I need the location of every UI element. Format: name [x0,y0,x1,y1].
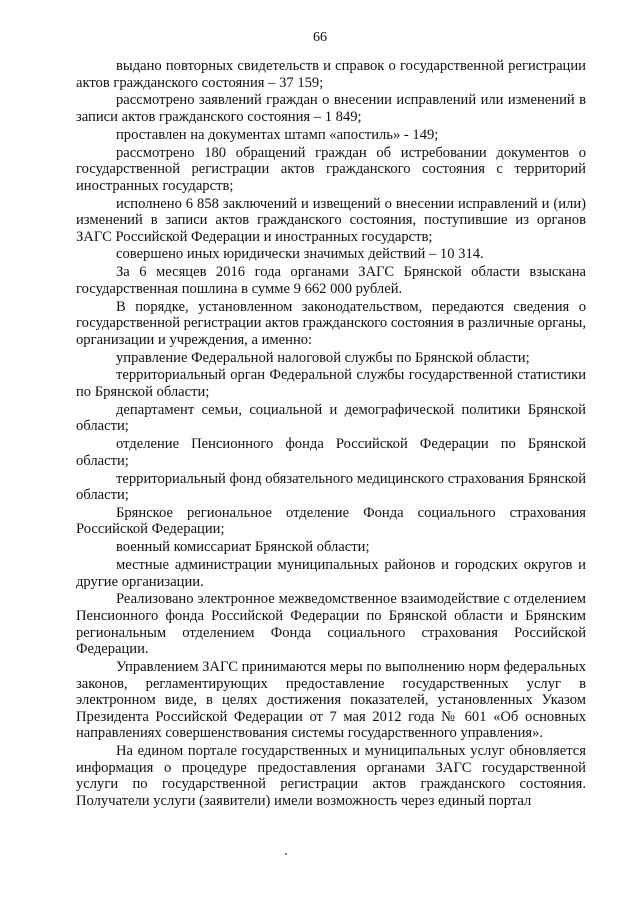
paragraph: военный комиссариат Брянской области; [116,539,370,556]
paragraph: Брянское региональное отделение Фонда социального страхования Российской Федерации; [76,504,586,538]
paragraph: выдано повторных свидетельств и справок о государственной регистрации актов гражданского состояния – 37 159; [76,58,586,91]
paragraph: В порядке, установленном законодательством, передаются сведения о государственной регистрации актов гражданского состояния в различные органы, организации и учреждения, а именно: [76,298,586,348]
page-number: 66 [313,30,327,45]
paragraph: отделение Пенсионного фонда Российской Федерации по Брянской области; [76,436,586,469]
paragraph: управление Федеральной налоговой службы по Брянской области; [116,349,530,366]
paragraph: территориальный орган Федеральной службы государственной статистики по Брянской области; [76,367,586,400]
paragraph: Управлением ЗАГС принимаются меры по выполнению норм федеральных законов, регламентирующих предоставление государственных услуг в электронном виде, в целях достижения показателей, установленных Указом Президента Российской Федерации от 7 мая 2012 года № 601 «Об основных направлениях совершенствования системы государственного управления». [76,658,586,742]
paragraph: исполнено 6 858 заключений и извещений о внесении исправлений и (или) изменений в записи актов гражданского состояния, поступившие из органов ЗАГС Российской Федерации и иностранных государств; [76,195,586,245]
paragraph: Реализовано электронное межведомственное взаимодействие с отделением Пенсионного фонда Российской Федерации по Брянской области и Брянским региональным отделением Фонда социального страхования Российской Федерации. [76,591,586,658]
paragraph: департамент семьи, социальной и демографической политики Брянской области; [76,401,586,435]
scan-speck [285,853,287,855]
paragraph: рассмотрено заявлений граждан о внесении исправлений или изменений в записи актов гражданского состояния – 1 849; [76,92,586,125]
paragraph: рассмотрено 180 обращений граждан об истребовании документов о государственной регистрации актов гражданского состояния с территорий иностранных государств; [76,144,586,194]
paragraph: проставлен на документах штамп «апостиль» - 149; [116,126,439,143]
paragraph: совершено иных юридически значимых действий – 10 314. [116,246,484,263]
paragraph: местные администрации муниципальных районов и городских округов и другие организации. [76,557,586,590]
paragraph: территориальный фонд обязательного медицинского страхования Брянской области; [76,470,586,504]
paragraph: За 6 месяцев 2016 года органами ЗАГС Брянской области взыскана государственная пошлина в сумме 9 662 000 рублей. [76,264,586,297]
paragraph: На едином портале государственных и муниципальных услуг обновляется информация о процедуре предоставления органами ЗАГС государственной услуги по государственной регистрации актов гражданского состояния. Получатели услуги (заявители) имели возможность через единый портал [76,743,586,809]
body-text [76,58,586,810]
